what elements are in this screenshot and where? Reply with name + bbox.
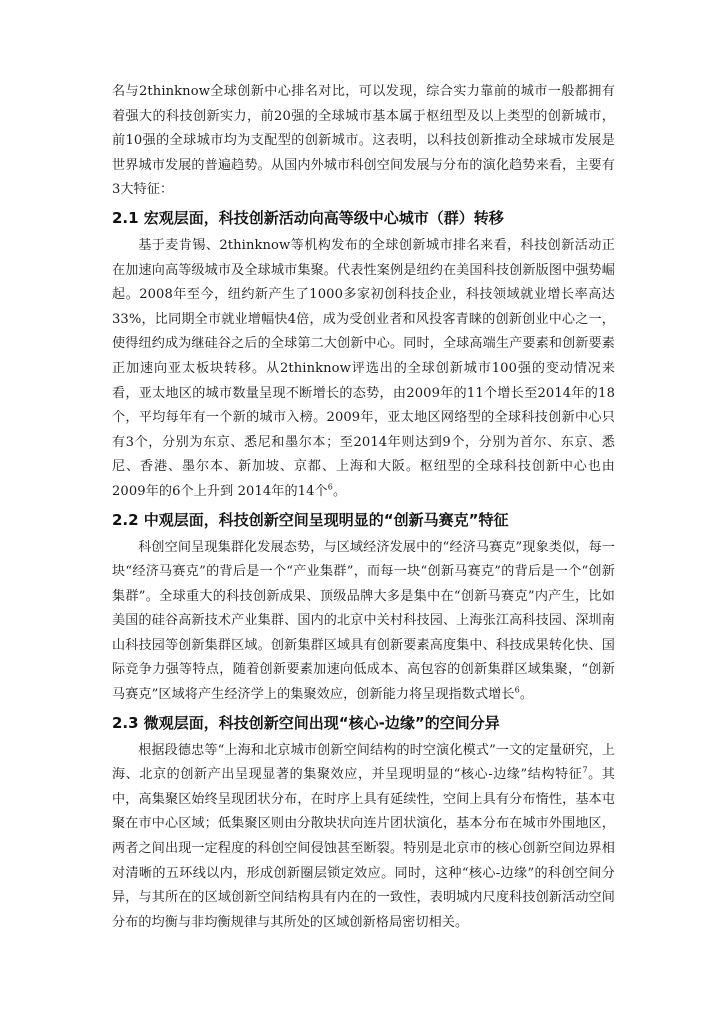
section-2-2-text: 科创空间呈现集群化发展态势，与区域经济发展中的“经济马赛克”现象类似，每一块“经济马赛克”的背后是一个“产业集群”，而每一块“创新马赛克”的背后是一个“创新集群”。全球重大的科技创新成果、顶级品牌大多是集中在“创新马赛克”内产生，比如美国的硅谷高新技术产业集群、国内的北京中关村科技园、上海张江高科技园、深圳南山科技园等创新集群区域。创新集群区域具有创新要素高度集中、科技成果转化快、国际竞争力强等特点，随着创新要素加速向低成本、高包容的创新集群区域集聚，“创新马赛克”区域将产生经济学上的集聚效应，创新能力将呈现指数式增长: [112, 539, 615, 703]
section-2-1-paragraph: [112, 234, 615, 505]
section-2-3-text: 根据段德忠等“上海和北京城市创新空间结构的时空演化模式”一文的定量研究，上海、北京的创新产出呈现显著的集聚效应，并呈现明显的“核心-边缘”结构特征: [112, 742, 615, 783]
document-page: [112, 80, 615, 935]
section-2-3-heading: 2.3 微观层面，科技创新空间出现“核心-边缘”的空间分异: [112, 713, 500, 732]
section-2-1-text: 基于麦肯锡、2thinknow等机构发布的全球创新城市排名来看，科技创新活动正在加速向高等级城市及全球城市集聚。代表性案例是纽约在美国科技创新版图中强势崛起。2008年至今，纽约新产生了1000多家初创科技企业，科技领域就业增长率高达33%，比同期全市就业增幅快4倍，成为受创业者和风投客青睐的创新创业中心之一，使得纽约成为继硅谷之后的全球第二大创新中心。同时，全球高端生产要素和创新要素正加速向亚太板块转移。从2thinknow评选出的全球创新城市100强的变动情况来看，亚太地区的城市数量呈现不断增长的态势，由2009年的11个增长至2014年的18个，平均每年有一个新的城市入榜。2009年，亚太地区网络型的全球科技创新中心只有3个，分别为东京、悉尼和墨尔本；至2014年则达到9个，分别为首尔、东京、悉尼、香港、墨尔本、新加坡、京都、上海和大阪。枢纽型的全球科技创新中心也由2009年的6个上升到 2014年的14个: [112, 237, 615, 499]
footnote-marker: 7: [582, 765, 588, 775]
section-2-2-text-end: 。: [519, 687, 534, 703]
footnote-marker: 6: [327, 482, 333, 492]
section-2-3-paragraph: [112, 739, 615, 936]
footnote-marker: 6: [514, 685, 520, 695]
section-2-3-text-end: 。其中，高集聚区始终呈现团状分布，在时序上具有延续性，空间上具有分布惰性，基本屯聚在市中心区域；低集聚区则由分散块状向连片团状演化，基本分布在城市外围地区，两者之间出现一定程度的科创空间侵蚀甚至断裂。特别是北京市的核心创新空间边界相对清晰的五环线以内，形成创新圈层锁定效应。同时，这种“核心-边缘”的科创空间分异，与其所在的区域创新空间结构具有内在的一致性，表明城内尺度科技创新活动空间分布的均衡与非均衡规律与其所处的区域创新格局密切相关。: [112, 767, 615, 930]
section-2-1-heading: 2.1 宏观层面，科技创新活动向高等级中心城市（群）转移: [112, 208, 504, 227]
intro-paragraph: 名与2thinknow全球创新中心排名对比，可以发现，综合实力靠前的城市一般都拥有着强大的科技创新实力，前20强的全球城市基本属于枢纽型及以上类型的创新城市，前10强的全球城市均为支配型的创新城市。这表明，以科技创新推动全球城市发展是世界城市发展的普遍趋势。从国内外城市科创空间发展与分布的演化趋势来看，主要有3大特征：: [112, 84, 615, 198]
section-2-2-heading: 2.2 中观层面，科技创新空间呈现明显的“创新马赛克”特征: [112, 510, 509, 529]
section-2-2-paragraph: [112, 536, 615, 708]
section-2-1-text-end: 。: [332, 483, 347, 499]
